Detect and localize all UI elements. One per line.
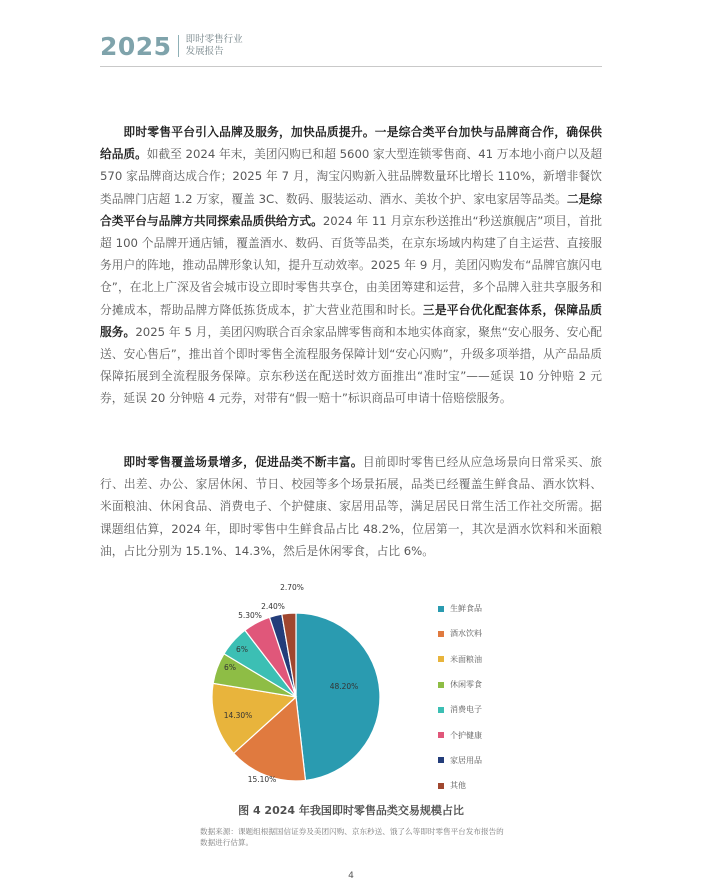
legend-item [438, 621, 518, 646]
pie-data-label-3: 14.30% [223, 711, 253, 720]
para1-bold2: 二是综合类平台与品牌方共同探索品质供给方式。 [100, 191, 602, 228]
legend-swatch [438, 783, 444, 789]
pie-slice-1 [296, 613, 380, 780]
legend-swatch [438, 682, 444, 688]
legend-item [438, 647, 518, 672]
page-number: 4 [348, 871, 354, 881]
legend-swatch [438, 732, 444, 738]
legend-item [438, 672, 518, 697]
legend-label: 酒水饮料 [450, 629, 482, 639]
pie-data-label-7: 2.40% [261, 602, 285, 611]
report-header [100, 28, 243, 64]
pie-data-label-2: 15.10% [247, 775, 277, 784]
para1-text3: 2025 年 5 月，美团闪购联合百余家品牌零售商和本地实体商家，聚焦“安心服务、安心配送、安心售后”，推出首个即时零售全流程服务保障计划“安心闪购”，升级多项举措，从产品品质保障拓展到全流程服务保障。京东秒送在配送时效方面推出“准时宝”——延误 10 分钟赔 2 元券，延误 20 分钟赔 4 元券，对带有“假一赔十”标识商品可申请十倍赔偿服务。 [100, 324, 602, 406]
para1-bold3: 三是平台优化配套体系，保障品质服务。 [100, 302, 602, 339]
figure-caption: 图 4 2024 年我国即时零售品类交易规模占比 [238, 804, 464, 817]
pie-data-label-6: 5.30% [238, 611, 262, 620]
report-year: 2025 [100, 31, 172, 61]
para1-text1: 如截至 2024 年末，美团闪购已和超 5600 家大型连锁零售商、41 万本地小商户以及超 570 家品牌商达成合作；2025 年 7 月，淘宝闪购新入驻品牌数量环比增长 110%，新增非餐饮类品牌门店超 1.2 万家，覆盖 3C、数码、服装运动、酒水、美妆个护、家电家居等品类。 [100, 147, 603, 206]
legend-label: 家居用品 [450, 755, 482, 765]
paragraph-quality-improvement [100, 121, 602, 410]
legend-swatch [438, 606, 444, 612]
pie-data-label-8: 2.70% [280, 583, 304, 592]
pie-data-label-5: 6% [236, 645, 248, 654]
legend-swatch [438, 631, 444, 637]
report-title-line1: 即时零售行业 [185, 34, 243, 45]
legend-label: 生鲜食品 [450, 604, 482, 614]
legend-item [438, 722, 518, 747]
header-divider [178, 35, 179, 57]
para1-text2: 2024 年 11 月京东秒送推出“秒送旗舰店”项目，首批超 100 个品牌开通店铺，覆盖酒水、数码、百货等品类，在京东场域内构建了自主运营、直接服务用户的阵地，推动品牌形象认知，提升互动效率。2025 年 9 月，美团闪购发布“品牌官旗闪电仓”，在北上广深及省会城市设立即时零售共享仓，由美团筹建和运营，多个品牌入驻共享服务和分摊成本，帮助品牌方降低拣货成本，扩大营业范围和时长。 [100, 213, 602, 317]
pie-data-label-4: 6% [224, 663, 236, 672]
legend-label: 米面粮油 [450, 654, 482, 664]
legend-label: 个护健康 [450, 730, 482, 740]
chart-legend [438, 596, 518, 798]
legend-item [438, 748, 518, 773]
report-title-line2: 发展报告 [185, 46, 224, 57]
legend-swatch [438, 656, 444, 662]
legend-label: 消费电子 [450, 705, 482, 715]
legend-item [438, 596, 518, 621]
pie-data-label-1: 48.20% [329, 682, 359, 691]
source-note: 数据来源：课题组根据国信证券及美团闪购、京东秒送、饿了么等即时零售平台发布报告的数据进行估算。 [200, 827, 504, 847]
legend-item [438, 773, 518, 798]
para2-text1: 目前即时零售已经从应急场景向日常采买、旅行、出差、办公、家居休闲、节日、校园等多个场景拓展，品类已经覆盖生鲜食品、酒水饮料、米面粮油、休闲食品、消费电子、个护健康、家居用品等，满足居民日常生活工作社交所需。据课题组估算，2024 年，即时零售中生鲜食品占比 48.2%，位居第一，其次是酒水饮料和米面粮油，占比分别为 15.1%、14.3%，然后是休闲零食，占比 6%。 [100, 455, 602, 558]
para2-lead-bold: 即时零售覆盖场景增多，促进品类不断丰富。 [123, 455, 363, 469]
para1-lead-bold: 即时零售平台引入品牌及服务，加快品质提升。一是综合类平台加快与品牌商合作，确保供给品质。 [100, 125, 602, 162]
paragraph-category-expansion [100, 451, 602, 562]
header-rule [100, 66, 602, 67]
legend-label: 其他 [450, 781, 466, 791]
legend-swatch [438, 757, 444, 763]
legend-label: 休闲零食 [450, 680, 482, 690]
report-title [186, 34, 243, 58]
legend-swatch [438, 707, 444, 713]
legend-item [438, 697, 518, 722]
